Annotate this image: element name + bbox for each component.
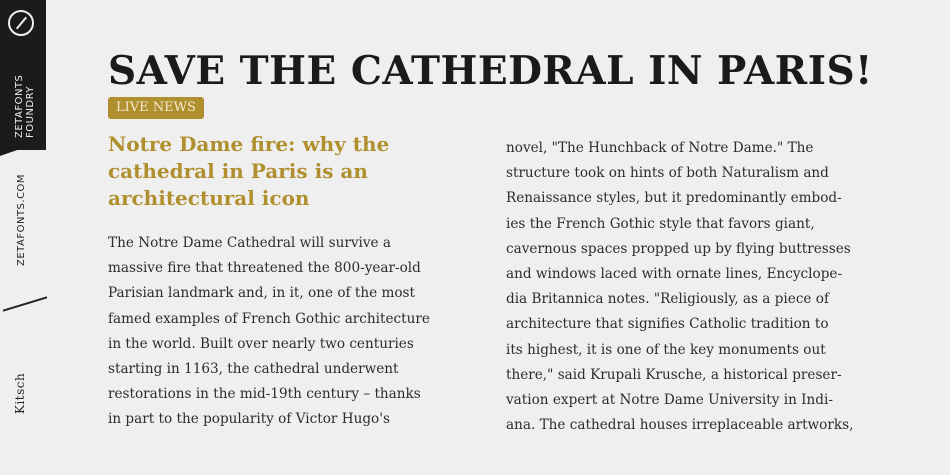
body-line: Parisian landmark and, in it, one of the most xyxy=(108,285,415,302)
font-name-label: Kitsch xyxy=(13,372,27,414)
body-line: novel, "The Hunchback of Notre Dame." The xyxy=(506,140,814,156)
sidebar-band xyxy=(0,0,46,150)
body-line: and windows laced with ornate lines, Encyclope- xyxy=(506,266,843,283)
foundry-line1: ZETAFONTS xyxy=(14,74,25,138)
foundry-name xyxy=(14,46,36,138)
body-line: massive fire that threatened the 800-year-old xyxy=(108,260,421,277)
body-line: structure took on hints of both Naturalism and xyxy=(506,165,829,182)
body-line: The Notre Dame Cathedral will survive a xyxy=(108,235,391,251)
sidebar-band-cut xyxy=(0,140,46,156)
body-line: starting in 1163, the cathedral underwent xyxy=(108,361,399,378)
body-line: in the world. Built over nearly two centuries xyxy=(108,335,414,352)
headline: SAVE THE CATHEDRAL IN PARIS! xyxy=(108,48,873,94)
body-line: its highest, it is one of the key monuments out xyxy=(506,341,826,358)
body-line: architecture that signifies Catholic tradition to xyxy=(506,316,829,333)
body-line: vation expert at Notre Dame University in Indi- xyxy=(506,392,833,409)
body-line: dia Britannica notes. "Religiously, as a piece of xyxy=(506,291,830,308)
subhead-line: architectural icon xyxy=(108,186,310,210)
body-line: there," said Krupali Krusche, a historical preser- xyxy=(506,366,842,383)
subhead-line: Notre Dame fire: why the xyxy=(108,132,390,156)
body-line: cavernous spaces propped up by flying buttresses xyxy=(506,240,851,257)
article-subhead xyxy=(108,131,448,212)
body-line: famed examples of French Gothic architecture xyxy=(108,310,430,327)
foundry-line2: FOUNDRY xyxy=(25,85,36,138)
body-line: ies the French Gothic style that favors giant, xyxy=(506,215,815,232)
body-line: in part to the popularity of Victor Hugo's xyxy=(108,411,390,428)
live-news-badge: LIVE NEWS xyxy=(108,97,204,119)
divider-slash xyxy=(3,296,48,311)
body-line: Renaissance styles, but it predominantly embod- xyxy=(506,190,842,207)
body-column-left xyxy=(108,231,448,433)
body-line: ana. The cathedral houses irreplaceable artworks, xyxy=(506,417,854,434)
body-line: restorations in the mid-19th century – thanks xyxy=(108,386,421,403)
body-column-right xyxy=(506,136,876,438)
website-link[interactable]: ZETAFONTS.COM xyxy=(16,173,27,266)
subhead-line: cathedral in Paris is an xyxy=(108,159,368,183)
zetafonts-logo-icon xyxy=(8,10,34,36)
